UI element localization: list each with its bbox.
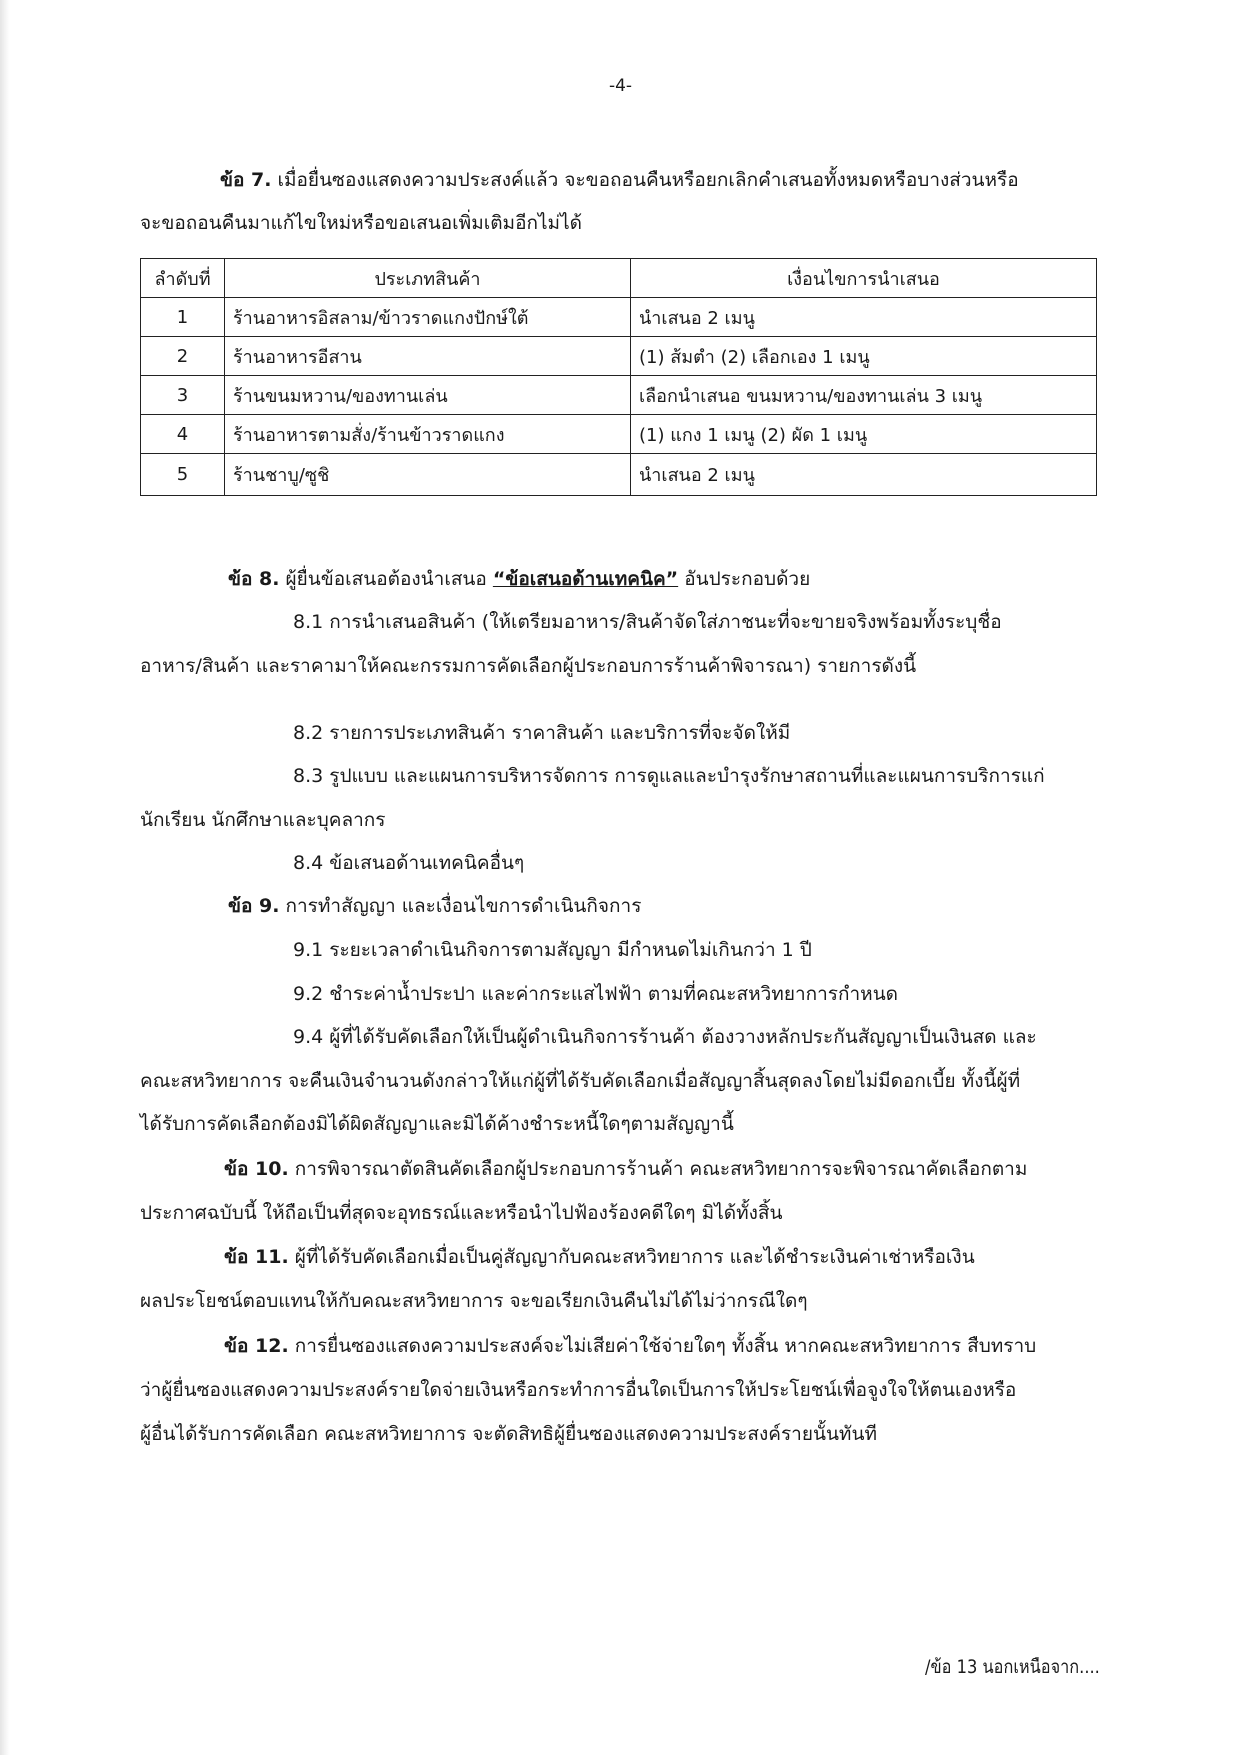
page-number: -4-	[608, 76, 633, 96]
clause-8-label: ข้อ 8.	[228, 568, 280, 590]
header-product-type: ประเภทสินค้า	[225, 259, 631, 298]
table-row	[141, 415, 1097, 454]
clause-11-text: ผู้ที่ได้รับคัดเลือกเมื่อเป็นคู่สัญญากับคณะสหวิทยาการ และได้ชำระเงินค่าเช่าหรือเงิน	[294, 1246, 975, 1268]
table-row	[141, 454, 1097, 496]
row-condition: (1) ส้มตำ (2) เลือกเอง 1 เมนู	[631, 337, 1097, 376]
table-row	[141, 337, 1097, 376]
item-9-2: 9.2 ชำระค่าน้ำประปา และค่ากระแสไฟฟ้า ตามที่คณะสหวิทยาการกำหนด	[293, 983, 899, 1005]
item-8-2: 8.2 รายการประเภทสินค้า ราคาสินค้า และบริการที่จะจัดให้มี	[293, 722, 791, 744]
item-8-1-line-1: 8.1 การนำเสนอสินค้า (ให้เตรียมอาหาร/สินค้าจัดใส่ภาชนะที่จะขายจริงพร้อมทั้งระบุชื่อ	[293, 611, 1002, 633]
clause-10-line-2: ประกาศฉบับนี้ ให้ถือเป็นที่สุดจะอุทธรณ์และหรือนำไปฟ้องร้องคดีใดๆ มิได้ทั้งสิ้น	[140, 1202, 783, 1224]
row-condition: นำเสนอ 2 เมนู	[631, 454, 1097, 496]
item-8-3-line-2: นักเรียน นักศึกษาและบุคลากร	[140, 809, 386, 831]
table-row	[141, 298, 1097, 337]
clause-8-heading	[228, 566, 810, 592]
item-8-4: 8.4 ข้อเสนอด้านเทคนิคอื่นๆ	[293, 852, 525, 874]
item-9-4-line-1: 9.4 ผู้ที่ได้รับคัดเลือกให้เป็นผู้ดำเนินกิจการร้านค้า ต้องวางหลักประกันสัญญาเป็นเงินสด และ	[293, 1026, 1037, 1048]
header-condition: เงื่อนไขการนำเสนอ	[631, 259, 1097, 298]
row-product-type: ร้านอาหารอีสาน	[225, 337, 631, 376]
row-product-type: ร้านอาหารอิสลาม/ข้าวราดแกงปักษ์ใต้	[225, 298, 631, 337]
item-9-4-line-3: ได้รับการคัดเลือกต้องมิได้ผิดสัญญาและมิได้ค้างชำระหนี้ใดๆตามสัญญานี้	[140, 1113, 734, 1135]
clause-8-emphasis: “ข้อเสนอด้านเทคนิค”	[492, 568, 679, 590]
row-number: 2	[141, 337, 225, 376]
clause-10-text: การพิจารณาตัดสินคัดเลือกผู้ประกอบการร้านค้า คณะสหวิทยาการจะพิจารณาคัดเลือกตาม	[294, 1158, 1028, 1180]
clause-9-heading	[228, 893, 641, 919]
scan-edge	[0, 0, 10, 1755]
clause-8-intro: ผู้ยื่นข้อเสนอต้องนำเสนอ	[285, 568, 487, 590]
clause-12-text: การยื่นซองแสดงความประสงค์จะไม่เสียค่าใช้จ่ายใดๆ ทั้งสิ้น หากคณะสหวิทยาการ สืบทราบ	[294, 1335, 1037, 1357]
row-product-type: ร้านอาหารตามสั่ง/ร้านข้าวราดแกง	[225, 415, 631, 454]
clause-12-line-1	[224, 1333, 1036, 1359]
row-number: 1	[141, 298, 225, 337]
row-product-type: ร้านชาบู/ซูชิ	[225, 454, 631, 496]
clause-9-label: ข้อ 9.	[228, 895, 280, 917]
item-9-1: 9.1 ระยะเวลาดำเนินกิจการตามสัญญา มีกำหนดไม่เกินกว่า 1 ปี	[293, 939, 812, 961]
table-header-row	[141, 259, 1097, 298]
item-8-3-line-1: 8.3 รูปแบบ และแผนการบริหารจัดการ การดูแลและบำรุงรักษาสถานที่และแผนการบริการแก่	[293, 765, 1045, 787]
row-condition: เลือกนำเสนอ ขนมหวาน/ของทานเล่น 3 เมนู	[631, 376, 1097, 415]
clause-12-line-2: ว่าผู้ยื่นซองแสดงความประสงค์รายใดจ่ายเงินหรือกระทำการอื่นใดเป็นการให้ประโยชน์เพื่อจูงใจให้ตนเองหรือ	[140, 1379, 1017, 1401]
clause-10-label: ข้อ 10.	[224, 1158, 289, 1180]
clause-7-text: เมื่อยื่นซองแสดงความประสงค์แล้ว จะขอถอนคืนหรือยกเลิกคำเสนอทั้งหมดหรือบางส่วนหรือ	[277, 169, 1019, 191]
clause-7-label: ข้อ 7.	[220, 169, 272, 191]
clause-10-line-1	[224, 1156, 1027, 1182]
item-8-1-line-2: อาหาร/สินค้า และราคามาให้คณะกรรมการคัดเลือกผู้ประกอบการร้านค้าพิจารณา) รายการดังนี้	[140, 655, 917, 677]
table-row	[141, 376, 1097, 415]
clause-11-line-1	[224, 1244, 975, 1270]
row-number: 4	[141, 415, 225, 454]
clause-12-label: ข้อ 12.	[224, 1335, 289, 1357]
header-order: ลำดับที่	[141, 259, 225, 298]
item-9-4-line-2: คณะสหวิทยาการ จะคืนเงินจำนวนดังกล่าวให้แก่ผู้ที่ได้รับคัดเลือกเมื่อสัญญาสิ้นสุดลงโดยไม่มีดอกเบี้ย ทั้งนี้ผู้ที่	[140, 1070, 1021, 1092]
row-condition: (1) แกง 1 เมนู (2) ผัด 1 เมนู	[631, 415, 1097, 454]
clause-9-text: การทำสัญญา และเงื่อนไขการดำเนินกิจการ	[285, 895, 642, 917]
clause-7-line-2: จะขอถอนคืนมาแก้ไขใหม่หรือขอเสนอเพิ่มเติมอีกไม่ได้	[140, 212, 582, 234]
row-number: 5	[141, 454, 225, 496]
clause-7-line-1	[220, 167, 1019, 193]
clause-8-outro: อันประกอบด้วย	[684, 568, 811, 590]
clause-11-line-2: ผลประโยชน์ตอบแทนให้กับคณะสหวิทยาการ จะขอเรียกเงินคืนไม่ได้ไม่ว่ากรณีใดๆ	[140, 1290, 808, 1312]
continuation-note: /ข้อ 13 นอกเหนือจาก....	[925, 1656, 1100, 1678]
row-product-type: ร้านขนมหวาน/ของทานเล่น	[225, 376, 631, 415]
clause-11-label: ข้อ 11.	[224, 1246, 289, 1268]
row-number: 3	[141, 376, 225, 415]
clause-12-line-3: ผู้อื่นได้รับการคัดเลือก คณะสหวิทยาการ จะตัดสิทธิผู้ยื่นซองแสดงความประสงค์รายนั้นทันที	[140, 1423, 877, 1445]
product-table	[140, 258, 1097, 496]
row-condition: นำเสนอ 2 เมนู	[631, 298, 1097, 337]
